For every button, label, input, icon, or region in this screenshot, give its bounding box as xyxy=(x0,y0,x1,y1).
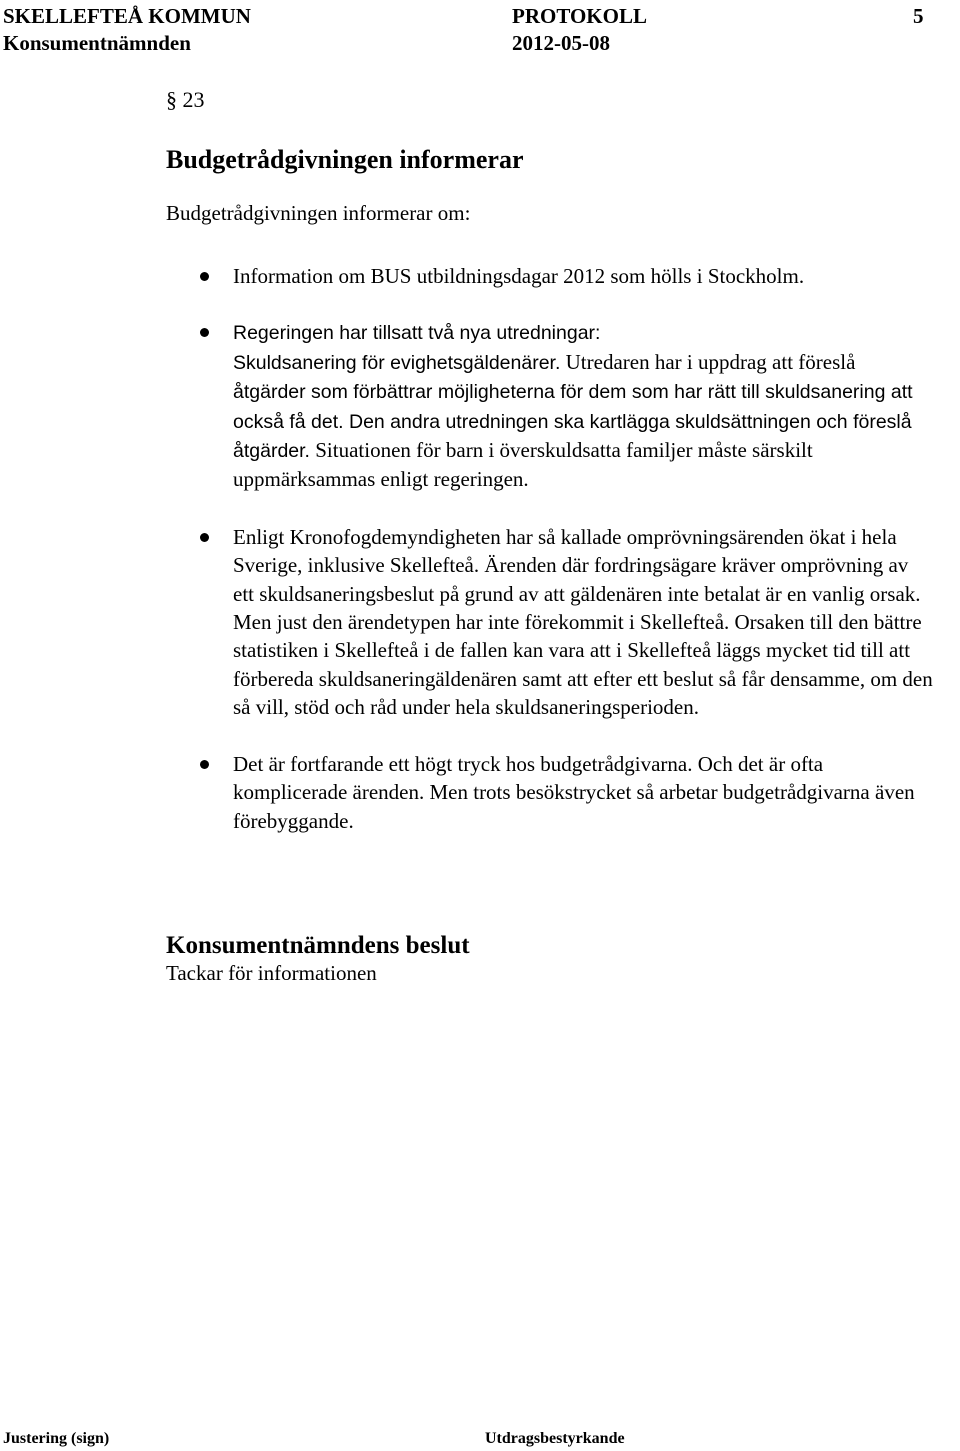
list-item xyxy=(0,750,933,835)
list-item-text: Information om BUS utbildningsdagar 2012 som hölls i Stockholm. xyxy=(233,264,805,288)
header-date: 2012-05-08 xyxy=(512,31,610,55)
list-item-text xyxy=(233,318,933,493)
decision-text: Tackar för informationen xyxy=(166,961,377,985)
list-item-serif-a: Utredaren har i uppdrag att föreslå xyxy=(565,349,856,374)
bullet-icon xyxy=(200,533,209,542)
list-item-sans-b: åtgärder som förbättrar möjligheterna för dem som har rätt till skuldsanering att också få det. Den andra utredningen ska kartlägga skuldsättningen och föreslå åtgärder. xyxy=(233,381,913,463)
bullet-icon xyxy=(200,272,209,281)
paragraph-number: § 23 xyxy=(166,87,205,112)
footer-justering: Justering (sign) xyxy=(3,1430,110,1447)
list-item-text: Det är fortfarande ett högt tryck hos budgetrådgivarna. Och det är ofta komplicerade ärenden. Men trots besökstrycket så arbetar budgetrådgivarna även förebyggande. xyxy=(233,751,915,833)
list-item xyxy=(0,523,933,722)
footer-utdragsbestyrkande: Utdragsbestyrkande xyxy=(485,1430,625,1447)
list-item-sans-a: Skuldsanering för evighetsgäldenärer. xyxy=(233,351,561,374)
header-page-number: 5 xyxy=(913,4,924,28)
section-title: Budgetrådgivningen informerar xyxy=(166,145,524,174)
bullet-icon xyxy=(200,760,209,769)
bullet-icon xyxy=(200,328,209,337)
decision-heading: Konsumentnämndens beslut xyxy=(166,932,470,959)
list-item xyxy=(0,262,933,290)
header-org: SKELLEFTEÅ KOMMUN xyxy=(3,4,251,28)
header-doc-type: PROTOKOLL xyxy=(512,4,647,28)
bullet-list xyxy=(0,262,960,863)
list-item xyxy=(0,318,933,493)
section-intro: Budgetrådgivningen informerar om: xyxy=(166,201,471,225)
header-committee: Konsumentnämnden xyxy=(3,31,191,55)
list-item-lead: Regeringen har tillsatt två nya utredningar: xyxy=(233,322,601,345)
list-item-text: Enligt Kronofogdemyndigheten har så kallade omprövningsärenden ökat i hela Sverige, inklusive Skellefteå. Ärenden där fordringsägare kräver omprövning av ett skuldsaneringsbeslut på grund av att gäldenären inte betalat är en vanlig orsak. Men just den ärendetypen har inte förekommit i Skellefteå. Orsaken till den bättre statistiken i Skellefteå i de fallen kan vara att i Skellefteå läggs mycket tid till att förbereda skuldsaneringäldenären samt att efter ett beslut så får densamme, om den så vill, stöd och råd under hela skuldsaneringsperioden. xyxy=(233,524,933,720)
list-item-serif-b: Situationen för barn i överskuldsatta familjer måste särskilt uppmärksammas enligt regeringen. xyxy=(233,438,813,492)
